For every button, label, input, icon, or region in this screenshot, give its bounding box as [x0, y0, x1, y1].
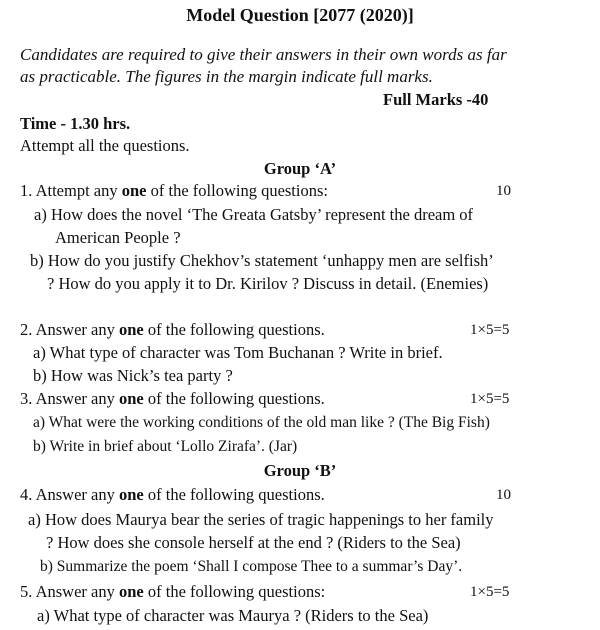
attempt-all-instruction: Attempt all the questions. — [20, 136, 190, 155]
question-2-marks: 1×5=5 — [470, 322, 510, 338]
question-4b: b) Summarize the poem ‘Shall I compose Thee to a summar’s Day’. — [40, 558, 463, 575]
instructions-line-1: Candidates are required to give their answers in their own words as far — [20, 45, 507, 64]
full-marks: Full Marks -40 — [383, 90, 489, 109]
question-2b: b) How was Nick’s tea party ? — [33, 366, 233, 385]
question-4-marks: 10 — [496, 487, 511, 503]
question-1: 1. Attempt any one of the following questions: — [20, 181, 328, 200]
question-1-marks: 10 — [496, 183, 511, 199]
question-5a: a) What type of character was Maurya ? (Riders to the Sea) — [37, 606, 429, 625]
group-a-heading: Group ‘A’ — [263, 159, 337, 178]
question-2: 2. Answer any one of the following questions. — [20, 320, 325, 339]
question-4: 4. Answer any one of the following questions. — [20, 485, 325, 504]
question-4a-line-2: ? How does she console herself at the end ? (Riders to the Sea) — [46, 533, 461, 552]
question-5: 5. Answer any one of the following questions: — [20, 582, 326, 601]
question-4a-line-1: a) How does Maurya bear the series of tragic happenings to her family — [28, 510, 494, 529]
question-1a-line-1: a) How does the novel ‘The Greata Gatsby’ represent the dream of — [34, 205, 474, 224]
instructions-line-2: as practicable. The figures in the margin indicate full marks. — [20, 67, 433, 86]
question-5-marks: 1×5=5 — [470, 584, 510, 600]
question-3-marks: 1×5=5 — [470, 391, 510, 407]
question-2a: a) What type of character was Tom Buchanan ? Write in brief. — [33, 343, 443, 362]
time-allowed: Time - 1.30 hrs. — [20, 114, 131, 133]
question-1a-line-2: American People ? — [55, 228, 181, 247]
question-3: 3. Answer any one of the following questions. — [20, 389, 325, 408]
page-title: Model Question [2077 (2020)] — [186, 5, 414, 25]
group-b-heading: Group ‘B’ — [263, 461, 337, 480]
question-3a: a) What were the working conditions of the old man like ? (The Big Fish) — [33, 414, 490, 431]
question-3b: b) Write in brief about ‘Lollo Zirafa’. (Jar) — [33, 438, 298, 455]
question-1b-line-2: ? How do you apply it to Dr. Kirilov ? Discuss in detail. (Enemies) — [47, 274, 489, 293]
question-1b-line-1: b) How do you justify Chekhov’s statement ‘unhappy men are selfish’ — [30, 251, 494, 270]
